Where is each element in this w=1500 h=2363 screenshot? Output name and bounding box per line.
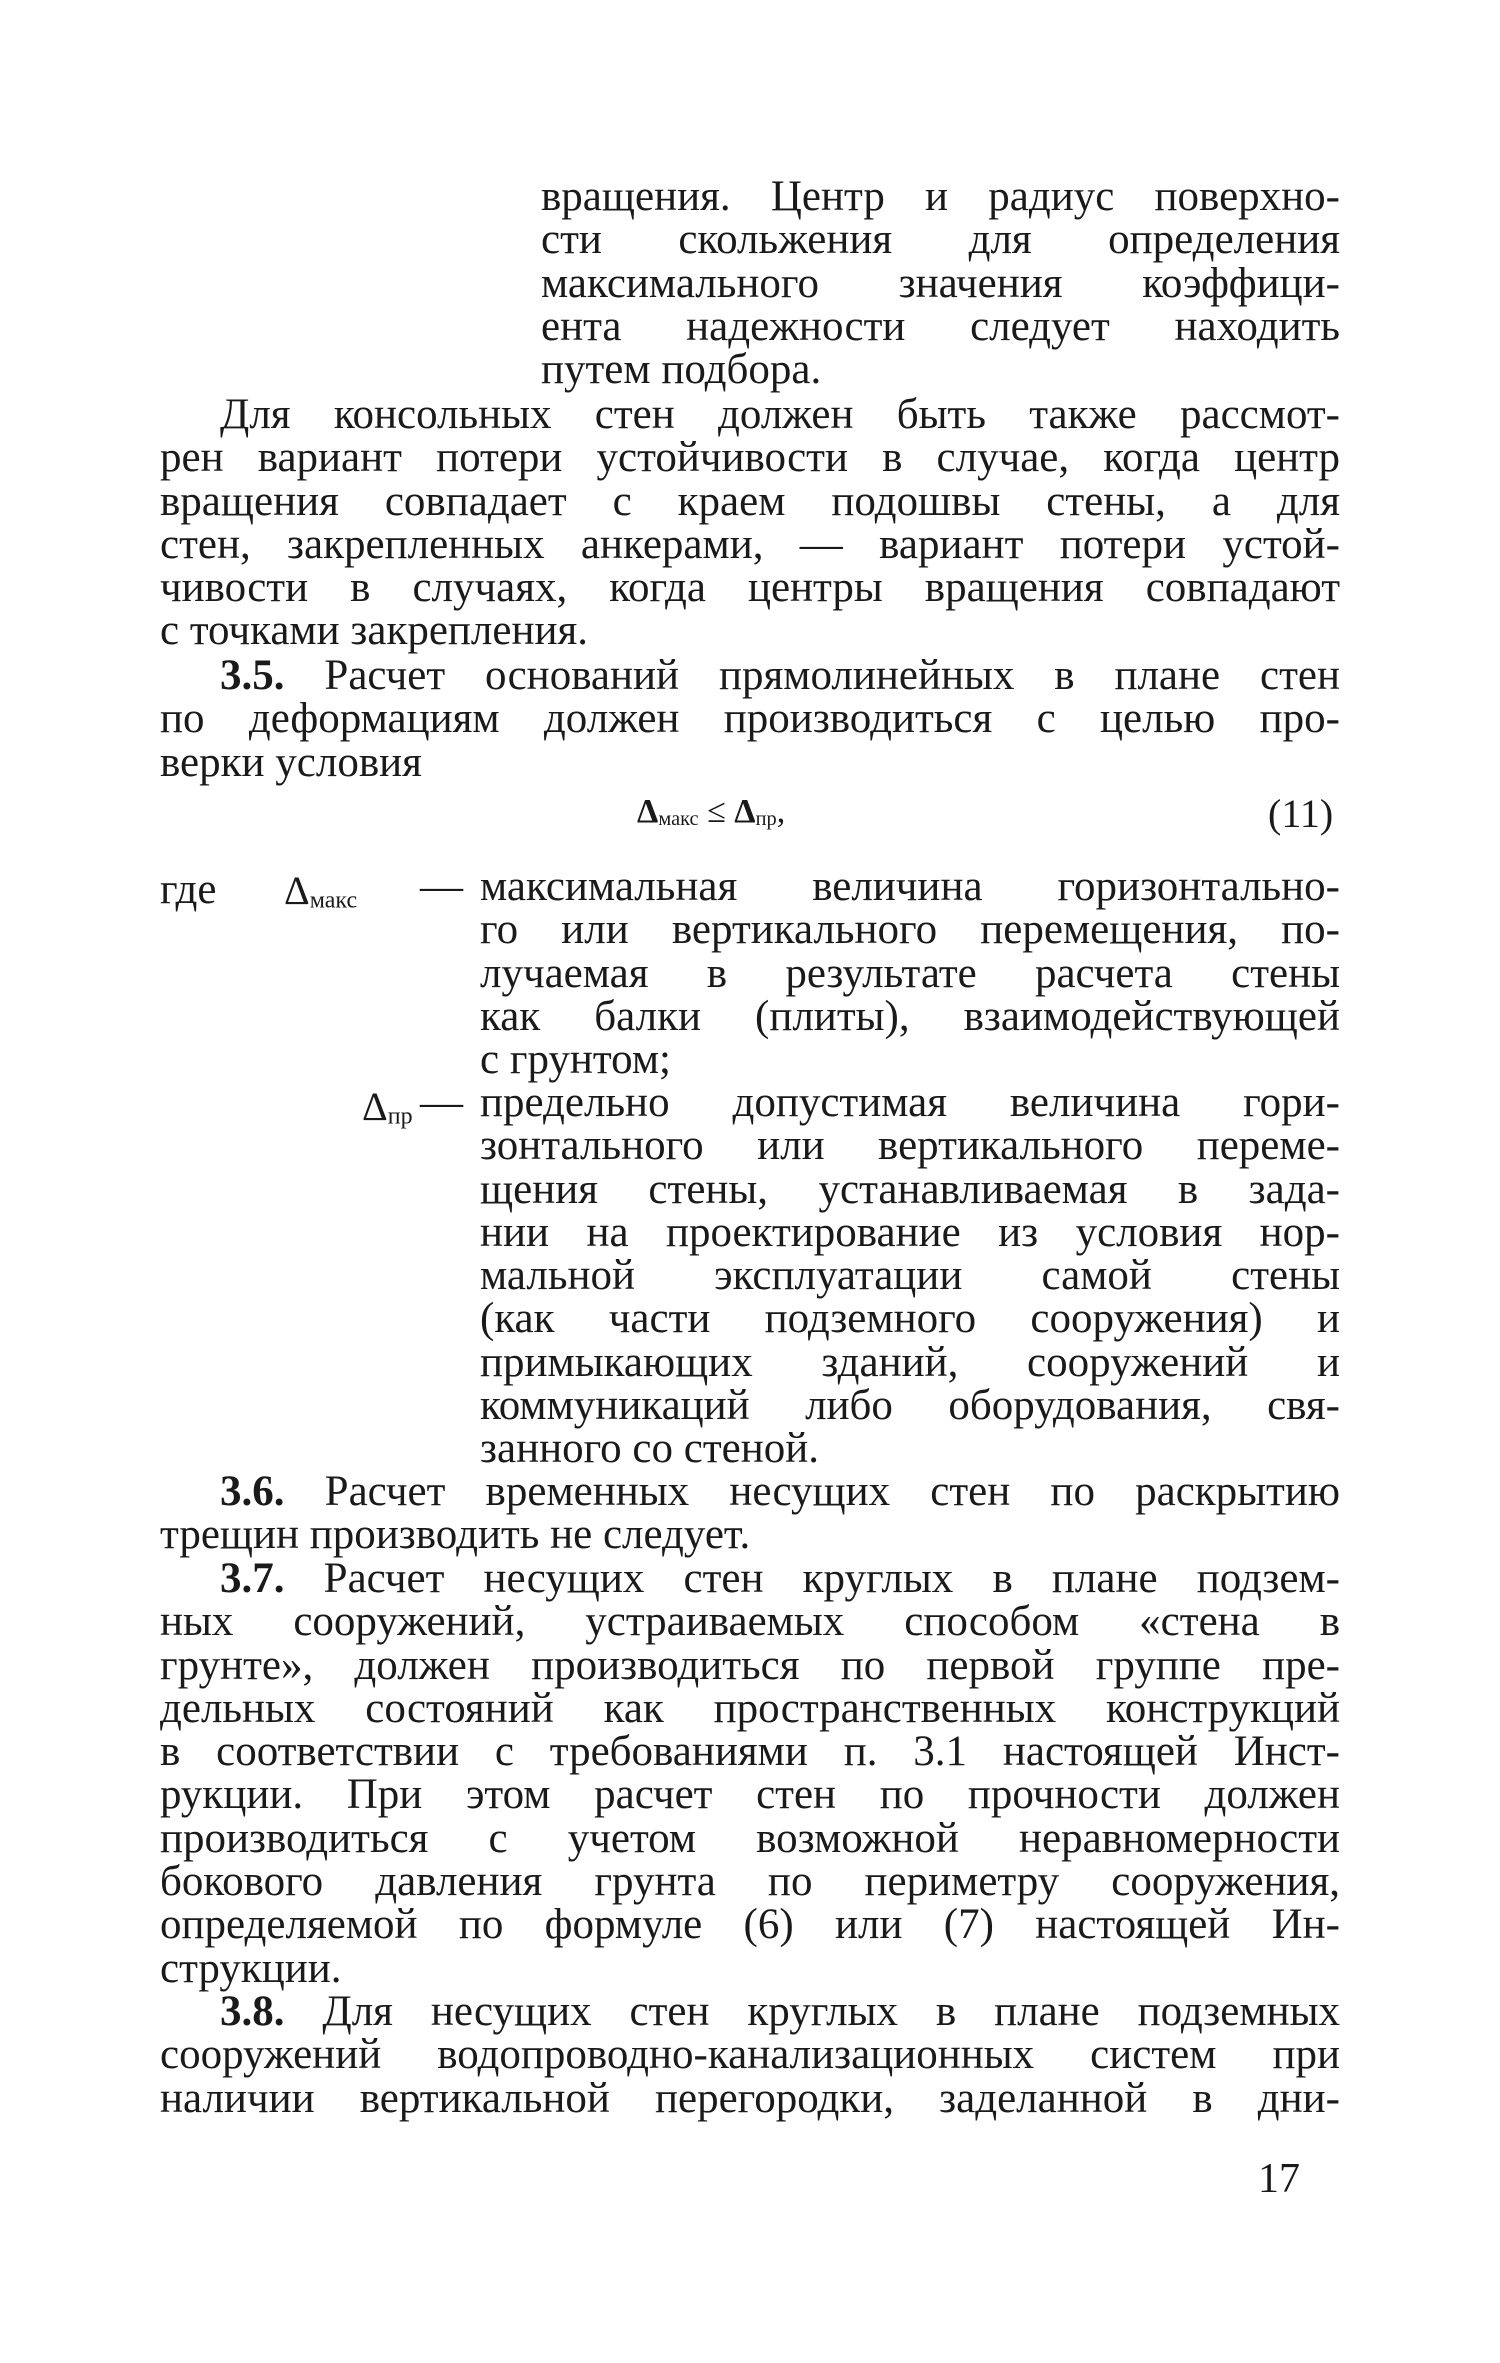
text-line: в соответствии с требованиями п. 3.1 настоящей Инст-: [160, 1728, 1340, 1776]
text-line: зонтального или вертикального переме-: [480, 1122, 1340, 1170]
section-3-5: [160, 654, 1340, 784]
symbol-delta-max: $\Delta_{макс}$: [284, 868, 358, 914]
text-line: Для консольных стен должен быть также рассмот-: [220, 391, 1340, 438]
text-line: коммуникаций либо оборудования, свя-: [480, 1382, 1340, 1430]
definition-dash: —: [420, 863, 463, 910]
text-line: с грунтом;: [480, 1036, 671, 1084]
section-number: 3.8.: [220, 1988, 285, 2035]
text-line: мальной эксплуатации самой стены: [480, 1252, 1340, 1300]
text-line: занного со стеной.: [480, 1425, 819, 1473]
text-line: Для несущих стен круглых в плане подземных: [284, 1988, 1340, 2035]
definition-dash: —: [420, 1079, 463, 1126]
text-line: примыкающих зданий, сооружений и: [480, 1338, 1340, 1386]
text-line: с точками закрепления.: [160, 607, 589, 655]
formula-11: $\Delta_{макс} \le \Delta_{пр}$,: [637, 793, 786, 831]
text-line: вращения совпадает с краем подошвы стены, а для: [160, 477, 1340, 525]
text-line: вращения. Центр и радиус поверхно-: [541, 173, 1340, 220]
text-line: сти скольжения для определения: [541, 216, 1340, 264]
text-line: трещин производить не следует.: [160, 1511, 751, 1559]
section-number: 3.7.: [220, 1555, 285, 1602]
text-line: нии на проектирование из условия нор-: [480, 1208, 1340, 1256]
text-line: максимального значения коэффици-: [541, 259, 1340, 307]
text-line: путем подбора.: [541, 346, 822, 394]
text-line: (как части подземного сооружения) и: [480, 1295, 1340, 1343]
text-line: лучаемая в результате расчета стены: [480, 949, 1340, 997]
text-line: производиться с учетом возможной неравномерности: [160, 1814, 1340, 1862]
section-number: 3.5.: [220, 652, 285, 699]
text-line: ента надежности следует находить: [541, 302, 1340, 350]
text-line: Расчет временных несущих стен по раскрытию: [284, 1468, 1340, 1515]
text-line: чивости в случаях, когда центры вращения совпадают: [160, 564, 1340, 612]
section-3-7: [160, 1557, 1340, 1990]
text-line: ных сооружений, устраиваемых способом «стена в: [160, 1598, 1340, 1646]
text-line: верки условия: [160, 738, 422, 786]
section-3-6: [160, 1470, 1340, 1557]
text-line: струкции.: [160, 1944, 342, 1992]
text-line: бокового давления грунта по периметру сооружения,: [160, 1858, 1340, 1906]
text-line: сооружений водопроводно-канализационных систем при: [160, 2031, 1340, 2079]
section-3-8: [160, 1990, 1340, 2120]
paragraph-continuation: [541, 173, 1340, 394]
text-line: по деформациям должен производиться с целью про-: [160, 695, 1340, 743]
text-line: го или вертикального перемещения, по-: [480, 906, 1340, 954]
page-number: 17: [1258, 2156, 1300, 2202]
paragraph-console-walls: [160, 393, 1340, 653]
text-line: как балки (плиты), взаимодействующей: [480, 992, 1340, 1040]
text-line: определяемой по формуле (6) или (7) настоящей Ин-: [160, 1901, 1340, 1949]
text-line: рен вариант потери устойчивости в случае, когда центр: [160, 434, 1340, 482]
where-word: где: [160, 866, 217, 913]
text-line: предельно допустимая величина гори-: [480, 1079, 1340, 1126]
symbol-delta-limit: $\Delta_{пр}$: [362, 1084, 413, 1130]
text-line: рукции. При этом расчет стен по прочности должен: [160, 1771, 1340, 1819]
text-line: грунте», должен производиться по первой группе пре-: [160, 1641, 1340, 1689]
text-line: дельных состояний как пространственных конструкций: [160, 1684, 1340, 1732]
text-line: стен, закрепленных анкерами, — вариант потери устой-: [160, 520, 1340, 568]
text-line: Расчет оснований прямолинейных в плане стен: [284, 652, 1340, 699]
text-line: Расчет несущих стен круглых в плане подзем-: [284, 1555, 1340, 1602]
text-line: наличии вертикальной перегородки, заделанной в дни-: [160, 2074, 1340, 2122]
section-number: 3.6.: [220, 1468, 285, 1515]
text-line: щения стены, устанавливаемая в зада-: [480, 1165, 1340, 1213]
formula-number: (11): [1268, 791, 1334, 836]
text-line: максимальная величина горизонтально-: [480, 863, 1340, 910]
